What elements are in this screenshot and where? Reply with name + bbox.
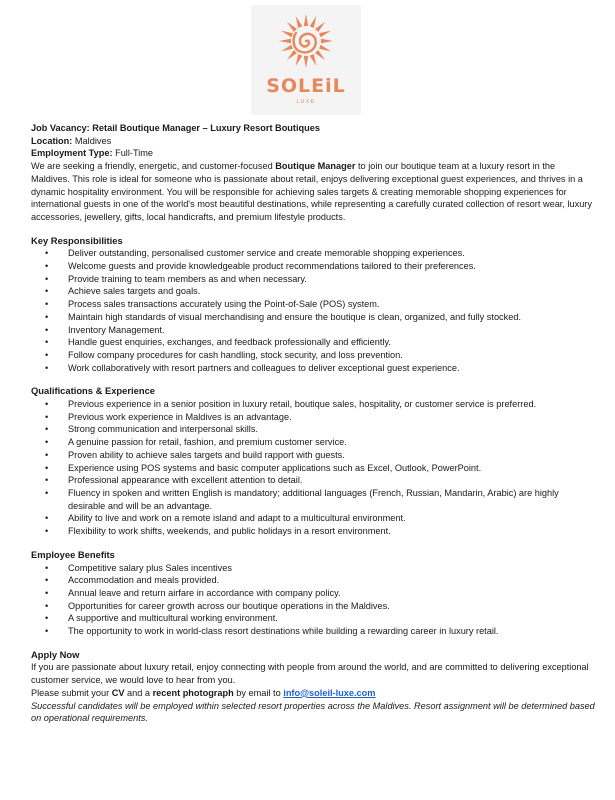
list-item: • Accommodation and meals provided.	[31, 574, 596, 587]
assignment-note: Successful candidates will be employed within selected resort properties across the Maldives. Resort assignment will be determined based on operational requirements.	[31, 700, 595, 724]
list-item: • Work collaboratively with resort partners and colleagues to deliver exceptional guest experience.	[31, 362, 596, 375]
benefits-list	[31, 562, 596, 638]
vacancy-label: Job Vacancy:	[31, 123, 90, 133]
list-item: • The opportunity to work in world-class resort destinations while building a rewarding career in luxury retail.	[31, 625, 596, 638]
brand-tagline: LUXE	[296, 99, 316, 105]
list-item: • Welcome guests and provide knowledgeable product recommendations tailored to their preferences.	[31, 260, 596, 273]
email-link[interactable]: info@soleil-luxe.com	[283, 687, 376, 698]
email-intro-text: by email to	[233, 687, 284, 698]
list-item: • Opportunities for career growth across our boutique operations in the Maldives.	[31, 600, 596, 613]
list-item: • Professional appearance with excellent attention to detail.	[31, 474, 596, 487]
intro-role: Boutique Manager	[275, 161, 356, 172]
cv-text: CV	[111, 687, 125, 698]
brand-wordmark: SOLEiL	[266, 75, 346, 97]
photo-text: recent photograph	[152, 687, 234, 698]
location-label: Location:	[31, 135, 73, 146]
location-value: Maldives	[74, 135, 112, 146]
list-item: • Ability to live and work on a remote island and adapt to a multicultural environment.	[31, 512, 596, 525]
list-item: • Provide training to team members as and when necessary.	[31, 273, 596, 286]
list-item: • Proven ability to achieve sales targets and build rapport with guests.	[31, 449, 596, 462]
list-item: • Annual leave and return airfare in accordance with company policy.	[31, 587, 596, 600]
qualifications-list	[31, 398, 596, 538]
intro-paragraph	[31, 160, 596, 224]
list-item: • Fluency in spoken and written English is mandatory; additional languages (French, Russian, Mandarin, Arabic) are highly desirable and will be an advantage.	[31, 487, 596, 512]
list-item: • Inventory Management.	[31, 324, 596, 337]
submit-text: Please submit your	[31, 687, 112, 698]
list-item: • Process sales transactions accurately using the Point-of-Sale (POS) system.	[31, 298, 596, 311]
vacancy-line	[31, 122, 596, 135]
list-item: • Maintain high standards of visual merchandising and ensure the boutique is clean, organized, and fully stocked.	[31, 311, 596, 324]
list-item: • Deliver outstanding, personalised customer service and create memorable shopping experiences.	[31, 247, 596, 260]
responsibilities-list	[31, 247, 596, 374]
list-item: • Previous experience in a senior position in luxury retail, boutique sales, hospitality, or customer service is preferred.	[31, 398, 596, 411]
employment-label: Employment Type:	[31, 148, 113, 159]
list-item: • Follow company procedures for cash handling, stock security, and loss prevention.	[31, 349, 596, 362]
location-line	[31, 135, 596, 148]
employment-value: Full-Time	[115, 148, 154, 159]
vacancy-title: Retail Boutique Manager – Luxury Resort Boutiques	[92, 123, 320, 133]
list-item: • Competitive salary plus Sales incentives	[31, 562, 596, 575]
apply-submit-line	[31, 687, 596, 700]
apply-paragraph: If you are passionate about luxury retail, enjoy connecting with people from around the world, and are committed to delivering exceptional customer service, we would love to hear from you.	[31, 662, 589, 686]
intro-text-rest: to join our boutique team at a luxury resort in the Maldives. This role is ideal for someone who is passionate about retail, enjoys delivering exceptional guest experiences, and thrives in a dynamic hospitality environment. You will be responsible for achieving sales targets & creating memorable shopping experiences for international guests in one of the world's most beautiful destinations, while representing a carefully curated collection of resort wear, luxury accessories, jewellery, gifts, local handicrafts, and premium lifestyle products.	[31, 161, 592, 222]
benefits-heading: Employee Benefits	[31, 548, 115, 560]
qualifications-heading: Qualifications & Experience	[31, 385, 155, 397]
list-item: • A genuine passion for retail, fashion, and premium customer service.	[31, 436, 596, 449]
employment-line	[31, 147, 596, 160]
list-item: • A supportive and multicultural working environment.	[31, 612, 596, 625]
list-item: • Previous work experience in Maldives is an advantage.	[31, 411, 596, 424]
list-item: • Handle guest enquiries, exchanges, and feedback professionally and efficiently.	[31, 336, 596, 349]
responsibilities-heading: Key Responsibilities	[31, 234, 123, 246]
document-body	[31, 122, 596, 725]
list-item: • Achieve sales targets and goals.	[31, 285, 596, 298]
intro-text-start: We are seeking a friendly, energetic, and customer-focused	[31, 161, 276, 172]
apply-heading: Apply Now	[31, 648, 80, 660]
soleil-logo	[251, 5, 361, 115]
list-item: • Flexibility to work shifts, weekends, and public holidays in a resort environment.	[31, 525, 596, 538]
and-text: and a	[124, 687, 153, 698]
list-item: • Strong communication and interpersonal skills.	[31, 423, 596, 436]
list-item: • Experience using POS systems and basic computer applications such as Excel, Outlook, PowerPoint.	[31, 462, 596, 475]
